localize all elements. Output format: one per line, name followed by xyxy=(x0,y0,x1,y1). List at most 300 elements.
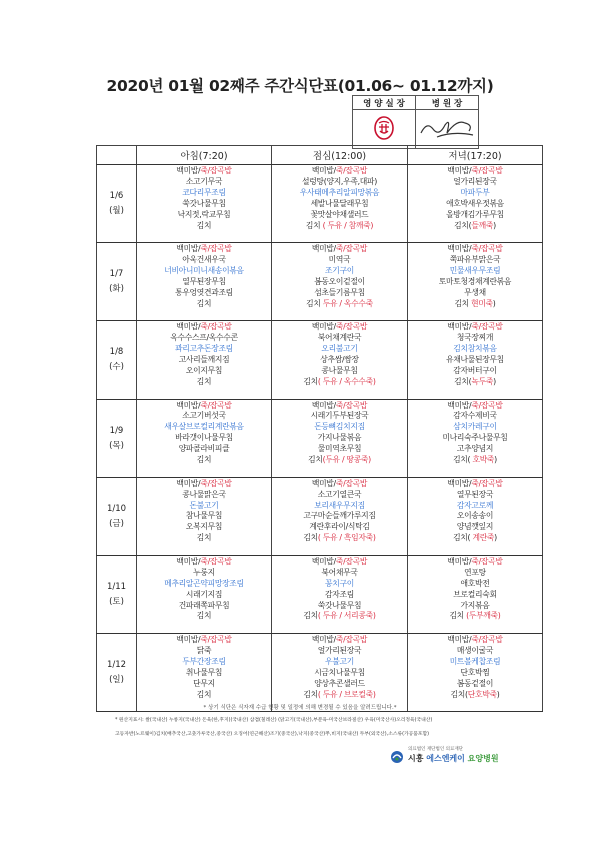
menu-item-text: 백미밥/ xyxy=(311,244,336,254)
menu-item-text: 김치 xyxy=(196,220,212,230)
menu-item xyxy=(408,533,542,544)
menu-item-text: 죽/잡곡밥 xyxy=(335,478,368,488)
menu-item-text: 꽁치구이 xyxy=(325,578,354,588)
menu-item xyxy=(137,244,271,255)
menu-item-text: 건파래쪽파무침 xyxy=(178,600,230,610)
menu-item-text: 김치( xyxy=(450,689,468,699)
menu-item xyxy=(272,668,407,679)
menu-item-text: 김치 xyxy=(196,376,212,386)
menu-item-text: 죽/잡곡밥 xyxy=(471,400,503,410)
menu-item xyxy=(272,444,407,455)
menu-item-text: 조기구이 xyxy=(325,266,354,275)
menu-item-text: 죽/잡곡밥 xyxy=(471,635,503,645)
day-row xyxy=(97,634,543,712)
breakfast-cell xyxy=(137,321,272,399)
lunch-cell xyxy=(272,555,408,633)
menu-item xyxy=(272,601,407,612)
menu-item-text: 김치참치볶음 xyxy=(453,344,497,354)
menu-item xyxy=(408,366,542,377)
lunch-cell xyxy=(272,165,408,243)
menu-item-text: 바라갯이나물무침 xyxy=(175,433,233,443)
day-cell xyxy=(97,634,137,712)
menu-item xyxy=(408,266,542,277)
menu-item xyxy=(137,277,271,288)
day-cell xyxy=(97,321,137,399)
menu-item-text: 김치 xyxy=(196,298,212,308)
breakfast-cell xyxy=(137,399,272,477)
menu-item-text: 상추쌈/쌈장 xyxy=(320,355,359,365)
approval-box xyxy=(352,95,479,149)
hospital-name-type: 요양병원 xyxy=(464,754,499,763)
menu-item-text: 연포탕 xyxy=(464,567,486,577)
menu-item-text: 너비아니미니새송이볶음 xyxy=(164,266,244,275)
menu-item-text: (두유 / 땅콩죽) xyxy=(322,455,371,465)
menu-item-text: 백미밥/ xyxy=(447,322,472,332)
menu-item xyxy=(272,210,407,221)
menu-item xyxy=(408,322,542,333)
weekly-menu-table xyxy=(96,145,543,712)
menu-item xyxy=(137,455,271,466)
menu-item-text: 취나물무침 xyxy=(185,667,223,677)
menu-item xyxy=(137,511,271,522)
menu-item-text: 백미밥/ xyxy=(176,556,201,566)
menu-item-text: 백미밥/ xyxy=(311,400,336,410)
day-cell xyxy=(97,165,137,243)
menu-item-text: 미트볼케찹조림 xyxy=(449,656,501,666)
menu-item xyxy=(137,522,271,533)
menu-item xyxy=(272,635,407,646)
menu-item xyxy=(272,568,407,579)
menu-item-text: 죽/잡곡밥 xyxy=(471,244,503,254)
menu-item xyxy=(272,166,407,177)
day-row xyxy=(97,555,543,633)
menu-item xyxy=(137,221,271,232)
menu-item xyxy=(408,401,542,412)
menu-item-text: ( 두유 / 서리콩죽) xyxy=(317,611,376,621)
menu-item xyxy=(272,366,407,377)
menu-item xyxy=(272,590,407,601)
menu-item xyxy=(408,210,542,221)
day-cell xyxy=(97,477,137,555)
menu-item-text: 김치 xyxy=(196,455,212,465)
menu-item-text: 소고기열큰국 xyxy=(317,489,362,499)
menu-item-text: 단호박죽 xyxy=(467,689,497,699)
menu-item xyxy=(408,590,542,601)
menu-item-text: 죽/잡곡밥 xyxy=(335,244,368,254)
menu-item-text: 시래기지짐 xyxy=(185,589,223,599)
menu-item xyxy=(137,188,271,199)
menu-item xyxy=(408,657,542,668)
menu-item-text: 낙지젓,락교무침 xyxy=(177,209,231,219)
menu-item-text: ) xyxy=(493,376,496,386)
hospital-subtitle: 의료법인 재단법인 의료재단 xyxy=(408,747,464,752)
footnote: * 상기 식단은 식자재 수급 현황 및 일정에 의해 변경될 수 있음을 알려드립니다.* xyxy=(203,705,397,711)
menu-item-text: 죽/잡곡밥 xyxy=(335,322,368,332)
menu-item-text: 죽/잡곡밥 xyxy=(200,244,232,254)
corner-header xyxy=(97,146,137,165)
menu-item xyxy=(408,511,542,522)
menu-item-text: 고추양념지 xyxy=(456,444,494,454)
menu-item xyxy=(408,455,542,466)
menu-item xyxy=(272,355,407,366)
menu-item-text: 시금치나물무침 xyxy=(314,667,365,677)
menu-item xyxy=(408,377,542,388)
menu-item xyxy=(137,601,271,612)
day-weekday: (월) xyxy=(109,206,124,217)
day-row xyxy=(97,243,543,321)
menu-item xyxy=(408,601,542,612)
menu-item-text: 계란죽 xyxy=(472,533,495,543)
day-weekday: (금) xyxy=(109,518,124,529)
menu-item xyxy=(408,355,542,366)
menu-item xyxy=(137,568,271,579)
breakfast-cell xyxy=(137,555,272,633)
director-signature xyxy=(416,110,479,149)
menu-item xyxy=(272,199,407,210)
menu-item xyxy=(272,299,407,310)
menu-item-text: 죽/잡곡밥 xyxy=(335,400,368,410)
menu-item-text: 물미역초무침 xyxy=(317,444,362,454)
menu-item-text: 백미밥/ xyxy=(311,166,336,175)
menu-item-text: 참나물무침 xyxy=(185,511,223,521)
menu-item-text: 섬초들기름무침 xyxy=(314,287,365,297)
menu-item-text: 백미밥/ xyxy=(447,244,472,254)
menu-item-text: 고사리들깨지짐 xyxy=(178,355,230,365)
menu-item-text: 미나리숙주나물무침 xyxy=(442,433,508,443)
menu-item-text: 김치 xyxy=(449,611,467,621)
menu-item xyxy=(272,490,407,501)
menu-item-text: 애호박새우젓볶음 xyxy=(446,198,504,208)
menu-item-text: 열무된장국 xyxy=(456,489,494,499)
menu-item xyxy=(272,522,407,533)
menu-item-text: ) xyxy=(494,533,497,543)
day-weekday: (수) xyxy=(109,362,124,373)
menu-item-text: 마파두부 xyxy=(460,187,490,197)
menu-item xyxy=(272,433,407,444)
menu-item-text: ( 두유 / 흑임자죽) xyxy=(317,533,376,543)
lunch-cell xyxy=(272,243,408,321)
menu-item xyxy=(272,657,407,668)
breakfast-cell xyxy=(137,634,272,712)
menu-item xyxy=(272,288,407,299)
menu-item-text: 김치( xyxy=(453,455,473,465)
page-title: 2020년 01월 02째주 주간식단표(01.06~ 01.12까지) xyxy=(106,77,494,95)
menu-item-text: 백미밥/ xyxy=(447,166,472,175)
menu-item xyxy=(272,377,407,388)
menu-item-text: 봄동겉절이 xyxy=(456,678,494,688)
dinner-header: 저녁(17:20) xyxy=(408,146,543,165)
menu-item-text: 김치( xyxy=(454,220,472,230)
menu-item-text: 현미죽 xyxy=(471,298,493,308)
menu-item xyxy=(272,479,407,490)
menu-item xyxy=(408,422,542,433)
menu-item-text: 토마토청경채계란볶음 xyxy=(438,276,512,286)
menu-item xyxy=(137,177,271,188)
day-date: 1/12 xyxy=(106,660,127,671)
menu-item xyxy=(408,668,542,679)
menu-item-text: 백미밥/ xyxy=(176,166,201,175)
day-date: 1/10 xyxy=(106,503,127,514)
menu-item xyxy=(137,657,271,668)
menu-item-text: 백미밥/ xyxy=(447,556,472,566)
menu-item xyxy=(137,479,271,490)
menu-item-text: 봄동오이겉절이 xyxy=(314,276,365,286)
menu-item xyxy=(137,444,271,455)
breakfast-cell xyxy=(137,165,272,243)
menu-item-text: 통우엉엿견과조림 xyxy=(175,287,233,297)
day-date: 1/8 xyxy=(109,347,124,358)
menu-item-text: ( 두유 / 브로컬죽) xyxy=(317,689,376,699)
signature-icon xyxy=(417,111,477,145)
menu-item-text: 소고기버섯국 xyxy=(182,411,226,421)
menu-item-text: 김치 xyxy=(303,689,318,699)
menu-item xyxy=(137,322,271,333)
menu-item-text: 쑥갓나물무침 xyxy=(317,600,362,610)
menu-item-text: 오복지무침 xyxy=(185,522,223,532)
menu-item xyxy=(408,433,542,444)
menu-item-text: 올방개김가루무침 xyxy=(446,209,504,219)
day-weekday: (일) xyxy=(109,675,124,686)
menu-item-text: 김치 xyxy=(196,689,212,699)
menu-item xyxy=(137,635,271,646)
menu-item-text: 김치 xyxy=(308,455,323,465)
menu-item xyxy=(137,333,271,344)
menu-item-text: 설렁탕(양지,우족,대파) xyxy=(302,176,377,186)
menu-item xyxy=(408,568,542,579)
menu-item-text: 아욱건새우국 xyxy=(182,255,226,265)
menu-item xyxy=(272,501,407,512)
menu-item xyxy=(272,277,407,288)
menu-item-text: 죽/잡곡밥 xyxy=(200,635,232,645)
menu-item xyxy=(272,255,407,266)
menu-item-text: 얼가리된장국 xyxy=(453,176,497,186)
menu-item-text: 죽/잡곡밥 xyxy=(335,635,368,645)
menu-item xyxy=(408,166,542,177)
breakfast-cell xyxy=(137,243,272,321)
menu-item xyxy=(137,490,271,501)
day-date: 1/6 xyxy=(109,191,124,202)
menu-item xyxy=(272,690,407,701)
menu-item xyxy=(272,401,407,412)
menu-item xyxy=(408,255,542,266)
menu-item-text: 돈등뼈김치지짐 xyxy=(314,422,365,432)
menu-item xyxy=(137,557,271,568)
menu-item xyxy=(408,177,542,188)
menu-item xyxy=(137,401,271,412)
menu-item-text: 코다리무조림 xyxy=(182,187,226,197)
menu-item-text: 북어채무국 xyxy=(321,567,358,577)
menu-item-text: 김치 xyxy=(196,533,212,543)
dinner-cell xyxy=(408,165,543,243)
menu-item-text: 꽈리고추돈장조림 xyxy=(175,344,233,354)
day-row xyxy=(97,321,543,399)
menu-item xyxy=(408,411,542,422)
nutrition-stamp xyxy=(353,110,416,149)
menu-item-text: 죽/잡곡밥 xyxy=(200,556,232,566)
menu-item-text: 유채나물된장무침 xyxy=(446,355,504,365)
menu-item-text: 새우살브로컬리계란볶음 xyxy=(164,422,244,432)
menu-item-text: ) xyxy=(496,689,500,699)
hospital-logo-block xyxy=(390,746,520,768)
menu-item-text: ) xyxy=(494,455,497,465)
menu-item xyxy=(137,422,271,433)
menu-item-text: 민물새우무조림 xyxy=(449,266,501,275)
menu-item xyxy=(408,277,542,288)
menu-item-text: 계란후라이/식탁김 xyxy=(309,522,370,532)
menu-item-text: 죽/잡곡밥 xyxy=(471,478,503,488)
day-weekday: (토) xyxy=(109,597,124,608)
menu-item-text: 오리불고기 xyxy=(321,344,358,354)
menu-item xyxy=(137,210,271,221)
menu-item-text: 오이송송이 xyxy=(456,511,494,521)
menu-item-text: 김치( xyxy=(454,376,472,386)
day-date: 1/11 xyxy=(106,582,127,593)
lunch-cell xyxy=(272,321,408,399)
menu-item-text: 브로컬리숙회 xyxy=(453,589,497,599)
menu-item-text: 삼치카레구이 xyxy=(453,422,497,432)
menu-item xyxy=(408,611,542,622)
menu-item-text: 백미밥/ xyxy=(447,400,472,410)
menu-item-text: 백미밥/ xyxy=(311,556,336,566)
menu-item-text: 두유 / 옥수수죽 xyxy=(322,298,373,308)
menu-item-text: ) xyxy=(492,298,496,308)
menu-item-text: 죽/잡곡밥 xyxy=(471,556,503,566)
menu-item-text: 백미밥/ xyxy=(447,635,472,645)
menu-item xyxy=(137,411,271,422)
menu-item xyxy=(408,490,542,501)
menu-item-text: 소고기무국 xyxy=(185,176,223,186)
menu-item-text: 김치 xyxy=(303,611,318,621)
menu-item xyxy=(137,579,271,590)
lunch-cell xyxy=(272,399,408,477)
menu-item xyxy=(272,611,407,622)
menu-item xyxy=(272,322,407,333)
menu-item-text: 백미밥/ xyxy=(311,478,336,488)
stamp-icon xyxy=(373,115,395,141)
menu-item-text: 콩나물무침 xyxy=(321,366,358,375)
menu-item xyxy=(137,533,271,544)
menu-item xyxy=(408,288,542,299)
menu-item xyxy=(272,533,407,544)
menu-item-text: 메추리알곤약피망장조림 xyxy=(164,578,244,588)
breakfast-cell xyxy=(137,477,272,555)
menu-item xyxy=(272,244,407,255)
menu-item-text: 감자수제비국 xyxy=(453,411,497,421)
menu-item-text: 죽/잡곡밥 xyxy=(335,166,368,175)
menu-item-text: 세발나물달래무침 xyxy=(310,198,369,208)
menu-item xyxy=(272,333,407,344)
menu-item xyxy=(272,511,407,522)
menu-item xyxy=(408,188,542,199)
menu-item-text: 양념깻잎지 xyxy=(456,522,494,532)
day-weekday: (목) xyxy=(109,440,124,451)
menu-item-text: 청국장찌개 xyxy=(456,333,494,343)
menu-item xyxy=(272,188,407,199)
menu-item-text: 우사태메추리알피망볶음 xyxy=(299,187,380,197)
menu-item-text: 시래기두부된장국 xyxy=(310,411,369,421)
menu-item xyxy=(408,444,542,455)
menu-item xyxy=(137,355,271,366)
approval-label-director: 병 원 장 xyxy=(416,96,479,110)
menu-item-text: 죽/잡곡밥 xyxy=(200,322,232,332)
menu-item xyxy=(137,266,271,277)
day-row xyxy=(97,165,543,243)
menu-item xyxy=(137,288,271,299)
menu-item-text: 죽/잡곡밥 xyxy=(471,166,503,175)
menu-item-text: 애호박전 xyxy=(460,578,490,588)
dinner-cell xyxy=(408,243,543,321)
breakfast-header: 아침(7:20) xyxy=(137,146,272,165)
menu-item-text: 미역국 xyxy=(328,255,351,265)
menu-item xyxy=(137,501,271,512)
menu-item-text: 죽/잡곡밥 xyxy=(200,166,232,175)
menu-item-text: 닭죽 xyxy=(196,646,212,656)
dinner-cell xyxy=(408,477,543,555)
menu-item-text: 북어채계란국 xyxy=(317,333,362,343)
menu-item xyxy=(137,646,271,657)
menu-item-text: ) xyxy=(493,220,496,230)
lunch-cell xyxy=(272,477,408,555)
menu-item-text: 백미밥/ xyxy=(176,635,201,645)
menu-item xyxy=(137,377,271,388)
menu-item-text: 콩나물맑은국 xyxy=(182,489,226,499)
menu-item-text: 우불고기 xyxy=(325,656,354,666)
menu-item-text: 죽/잡곡밥 xyxy=(335,556,368,566)
menu-item-text: 김치 xyxy=(306,298,323,308)
dinner-cell xyxy=(408,399,543,477)
menu-item-text: 보리새우무지짐 xyxy=(314,500,365,510)
menu-item-text: 가지나물볶음 xyxy=(317,433,362,443)
menu-item xyxy=(408,557,542,568)
menu-item-text: 누룽지 xyxy=(193,567,215,577)
menu-item xyxy=(408,635,542,646)
menu-item xyxy=(408,646,542,657)
menu-item xyxy=(137,366,271,377)
menu-item-text: 가지볶음 xyxy=(460,600,490,610)
menu-item xyxy=(137,299,271,310)
menu-item xyxy=(272,411,407,422)
menu-item-text: 죽/잡곡밥 xyxy=(471,322,503,332)
menu-item-text: 김치 xyxy=(303,533,318,543)
menu-item-text: 옥수수스프/옥수수콘 xyxy=(170,333,238,343)
menu-item-text: 양상추콘샐러드 xyxy=(314,678,365,688)
menu-item-text: 쑥갓나물무침 xyxy=(182,198,226,208)
origin-notice-2: 고등자반(노르웨이)김치(배추국산,고춧가루국산,중국산) 오징어(연근해산)조기(중국산),낙지(중국산)쭈,비지(국내산) 두부(외국산),소스류(가공품포함) xyxy=(115,732,430,737)
menu-item-text: 무생채 xyxy=(464,287,486,297)
menu-item-text: 고구마순들깨가루지짐 xyxy=(303,511,376,521)
dinner-cell xyxy=(408,321,543,399)
day-cell xyxy=(97,555,137,633)
menu-item-text: 단호박찜 xyxy=(460,667,490,677)
menu-item xyxy=(408,479,542,490)
menu-item-text: 오이지무침 xyxy=(185,366,223,375)
menu-item xyxy=(408,579,542,590)
menu-item xyxy=(272,422,407,433)
menu-item-text: 백미밥/ xyxy=(311,322,336,332)
menu-item-text: 백미밥/ xyxy=(311,635,336,645)
menu-item xyxy=(272,221,407,232)
menu-item-text: 김치( xyxy=(453,533,473,543)
menu-item xyxy=(272,679,407,690)
menu-item xyxy=(272,646,407,657)
dinner-cell xyxy=(408,634,543,712)
menu-item xyxy=(408,344,542,355)
day-row xyxy=(97,477,543,555)
menu-item xyxy=(408,221,542,232)
menu-item xyxy=(137,199,271,210)
menu-item-text: 매생이굴국 xyxy=(456,646,494,656)
menu-item-text: ( 두유 / 옥수수죽) xyxy=(317,376,376,386)
